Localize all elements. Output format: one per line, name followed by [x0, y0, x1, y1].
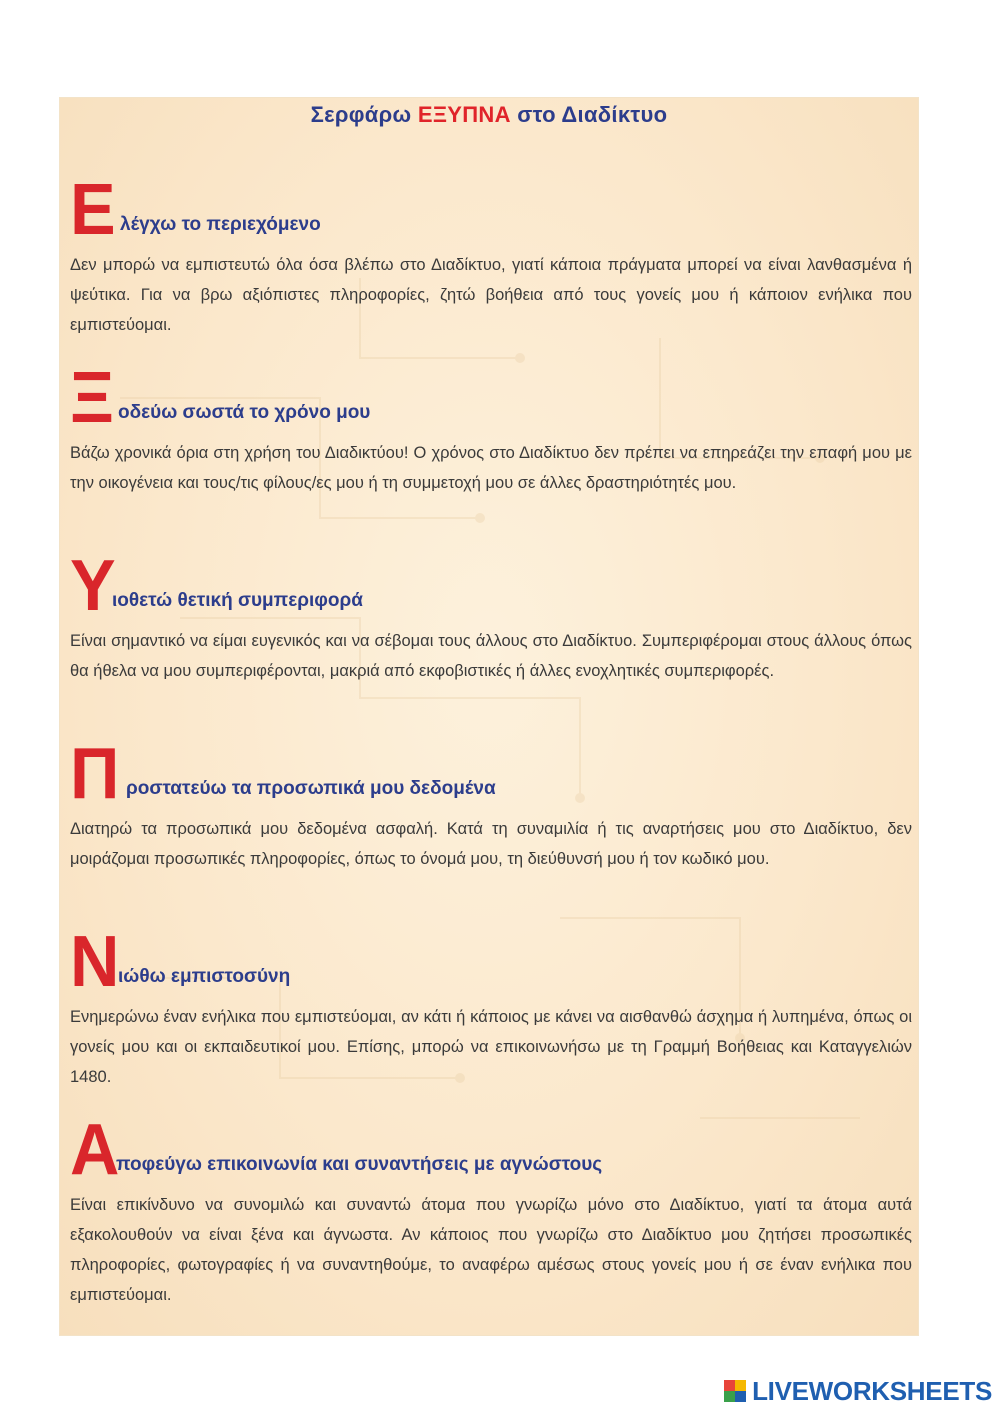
section-apofevgo: [70, 1110, 912, 1310]
heading-text: λέγχω το περιεχόμενο: [120, 214, 321, 235]
section-heading: [70, 546, 912, 626]
heading-text: ποφεύγω επικοινωνία και συναντήσεις με αγνώστους: [116, 1154, 603, 1175]
section-body: Βάζω χρονικά όρια στη χρήση του Διαδικτύου! Ο χρόνος στο Διαδίκτυο δεν πρέπει να επηρεάζει την επαφή μου με την οικογένεια και τους/τις φίλους/ες μου ή τη συμμετοχή μου σε άλλες δραστηριότητές μου.: [70, 444, 912, 492]
section-heading: [70, 1110, 912, 1190]
section-body: Είναι επικίνδυνο να συνομιλώ και συναντώ άτομα που γνωρίζω μόνο στο Διαδίκτυο, γιατί τα άτομα αυτά εξακολουθούν να είναι ξένα και άγνωστα. Αν κάποιος που γνωρίζω στο Διαδίκτυο μου ζητήσει προσωπικές πληροφορίες, φωτογραφίες ή να συναντηθούμε, το αναφέρω αμέσως στους γονείς μου ή σε έναν ενήλικα που εμπιστεύομαι.: [70, 1196, 912, 1304]
section-body: Δεν μπορώ να εμπιστευτώ όλα όσα βλέπω στο Διαδίκτυο, γιατί κάποια πράγματα μπορεί να είναι λανθασμένα ή ψεύτικα. Για να βρω αξιόπιστες πληροφορίες, ζητώ βοήθεια από τους γονείς μου ή κάποιον ενήλικα που εμπιστεύομαι.: [70, 256, 912, 334]
logo-grid-icon: [724, 1380, 746, 1402]
section-heading: [70, 358, 912, 438]
initial-letter: Α: [70, 1110, 120, 1190]
section-yiotheto: [70, 546, 912, 686]
section-body: Είναι σημαντικό να είμαι ευγενικός και να σέβομαι τους άλλους στο Διαδίκτυο. Συμπεριφέρομαι στους άλλους όπως θα ήθελα να μου συμπεριφέρονται, μακριά από εκφοβιστικές ή άλλες ενοχλητικές συμπεριφορές.: [70, 632, 912, 680]
liveworksheets-logo[interactable]: [724, 1376, 992, 1406]
section-elegxo: [70, 170, 912, 340]
heading-text: ιώθω εμπιστοσύνη: [118, 966, 291, 987]
title-before: Σερφάρω: [310, 102, 418, 127]
section-niotho: [70, 922, 912, 1092]
initial-letter: Ε: [70, 170, 116, 250]
initial-letter: Π: [70, 734, 120, 814]
heading-text: ιοθετώ θετική συμπεριφορά: [112, 590, 363, 611]
title-after: στο Διαδίκτυο: [510, 102, 668, 127]
initial-letter: Υ: [70, 546, 116, 626]
worksheet-page: [60, 98, 918, 1335]
section-xodevo: [70, 358, 912, 498]
heading-text: οδεύω σωστά το χρόνο μου: [118, 402, 371, 423]
initial-letter: Ξ: [70, 358, 115, 438]
initial-letter: Ν: [70, 922, 120, 1002]
heading-text: ροστατεύω τα προσωπικά μου δεδομένα: [126, 778, 496, 799]
section-heading: [70, 734, 912, 814]
section-body: Διατηρώ τα προσωπικά μου δεδομένα ασφαλή. Κατά τη συναμιλία ή τις αναρτήσεις μου στο Διαδίκτυο, δεν μοιράζομαι προσωπικές πληροφορίες, όπως το όνομά μου, τη διεύθυνσή μου ή τον κωδικό μου.: [70, 820, 912, 868]
title-highlight: ΕΞΥΠΝΑ: [417, 102, 511, 127]
page-title: [60, 102, 918, 128]
section-heading: [70, 170, 912, 250]
section-body: Ενημερώνω έναν ενήλικα που εμπιστεύομαι, αν κάτι ή κάποιος με κάνει να αισθανθώ άσχημα ή λυπημένα, όπως οι γονείς μου και οι εκπαιδευτικοί μου. Επίσης, μπορώ να επικοινωνήσω με τη Γραμμή Βοήθειας και Καταγγελιών 1480.: [70, 1008, 912, 1086]
logo-text: LIVEWORKSHEETS: [752, 1375, 992, 1406]
section-prostatevo: [70, 734, 912, 874]
section-heading: [70, 922, 912, 1002]
